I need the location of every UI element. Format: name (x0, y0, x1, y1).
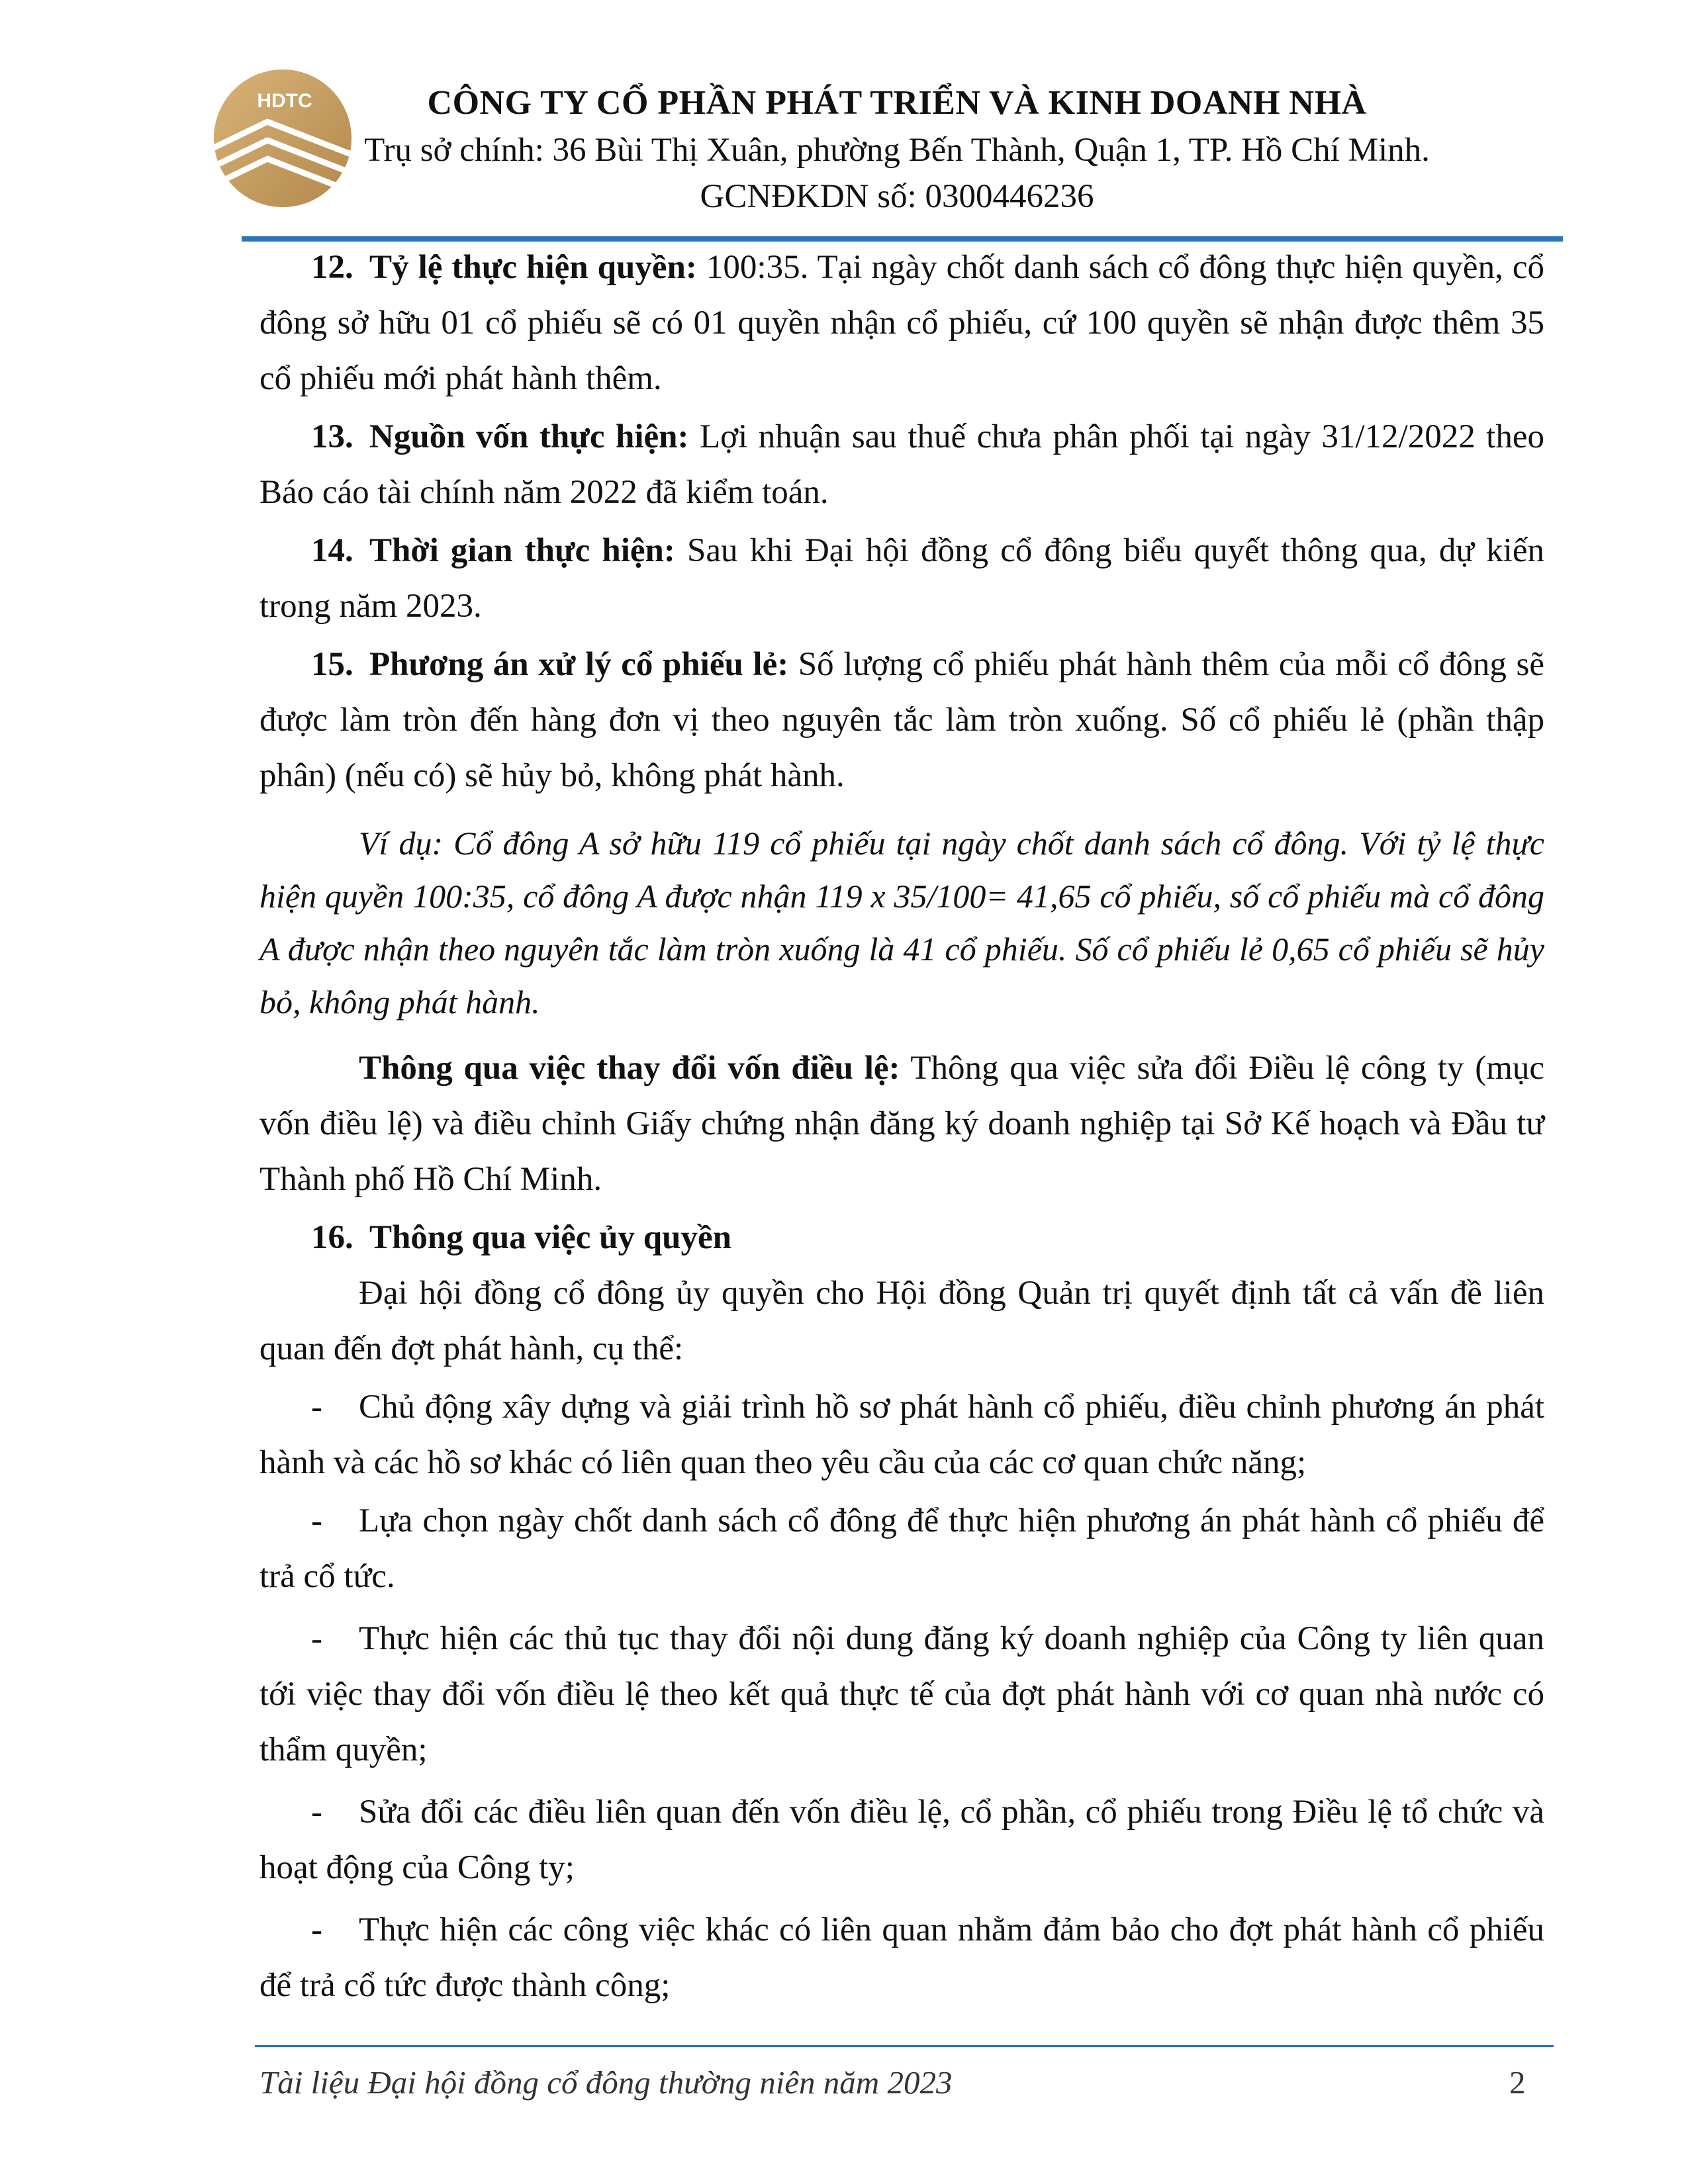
bullet-item (259, 1493, 1544, 1604)
item-lead: Nguồn vốn thực hiện: (369, 418, 689, 455)
logo-text: HDTC (257, 90, 312, 112)
bullet-dash: - (311, 1502, 322, 1539)
section-16-intro: Đại hội đồng cổ đông ủy quyền cho Hội đồng Quản trị quyết định tất cả vấn đề liên quan đến đợt phát hành, cụ thể: (259, 1275, 1544, 1367)
bullet-text: Chủ động xây dựng và giải trình hồ sơ phát hành cổ phiếu, điều chỉnh phương án phát hành và các hồ sơ khác có liên quan theo yêu cầu của các cơ quan chức năng; (259, 1388, 1544, 1481)
bullet-dash: - (311, 1911, 322, 1948)
section-16-heading (259, 1210, 1544, 1265)
bullet-dash: - (311, 1620, 322, 1657)
bullet-item (259, 1379, 1544, 1490)
bullet-text: Thực hiện các công việc khác có liên quan nhằm đảm bảo cho đợt phát hành cổ phiếu để trả cổ tức được thành công; (259, 1911, 1544, 2004)
item-text: Số lượng cổ phiếu phát hành thêm của mỗi cổ đông sẽ được làm tròn đến hàng đơn vị theo nguyên tắc làm tròn xuống. Số cổ phiếu lẻ (phần thập phân) (nếu có) sẽ hủy bỏ, không phát hành. (259, 646, 1545, 794)
document-body (259, 240, 1544, 2013)
bullet-text: Lựa chọn ngày chốt danh sách cổ đông để thực hiện phương án phát hành cổ phiếu để trả cổ tức. (259, 1502, 1544, 1595)
item-text: 100:35. Tại ngày chốt danh sách cổ đông thực hiện quyền, cổ đông sở hữu 01 cổ phiếu sẽ có 01 quyền nhận cổ phiếu, cứ 100 quyền sẽ nhận được thêm 35 cổ phiếu mới phát hành thêm. (259, 249, 1544, 397)
page-number: 2 (1509, 2064, 1526, 2101)
bullet-item (259, 1784, 1544, 1895)
item-15 (259, 637, 1544, 803)
charter-lead: Thông qua việc thay đổi vốn điều lệ: (359, 1050, 900, 1087)
item-number: 13. (311, 418, 353, 455)
bullet-text: Thực hiện các thủ tục thay đổi nội dung đăng ký doanh nghiệp của Công ty liên quan tới việc thay đổi vốn điều lệ theo kết quả thực tế của đợt phát hành với cơ quan nhà nước có thẩm quyền; (259, 1620, 1544, 1768)
bullet-dash: - (311, 1388, 322, 1426)
item-14 (259, 523, 1544, 634)
bullet-item (259, 1902, 1544, 2013)
bullet-dash: - (311, 1794, 322, 1831)
example-paragraph: Ví dụ: Cổ đông A sở hữu 119 cổ phiếu tại ngày chốt danh sách cổ đông. Với tỷ lệ thực hiện quyền 100:35, cổ đông A được nhận 119 x 35/100= 41,65 cổ phiếu, số cổ phiếu mà cổ đông A được nhận theo nguyên tắc làm tròn xuống là 41 cổ phiếu. Số cổ phiếu lẻ 0,65 cổ phiếu sẽ hủy bỏ, không phát hành. (259, 825, 1544, 1021)
item-number: 14. (311, 532, 353, 569)
footer-divider (255, 2045, 1554, 2047)
charter-change-paragraph (259, 1040, 1544, 1207)
item-number: 15. (311, 646, 353, 683)
company-address: Trụ sở chính: 36 Bùi Thị Xuân, phường Bến Thành, Quận 1, TP. Hồ Chí Minh. (364, 132, 1430, 169)
section-number: 16. (311, 1219, 353, 1256)
charter-text: Thông qua việc sửa đổi Điều lệ công ty (mục vốn điều lệ) và điều chỉnh Giấy chứng nhận đăng ký doanh nghiệp tại Sở Kế hoạch và Đầu tư Thành phố Hồ Chí Minh. (259, 1050, 1545, 1198)
business-registration: GCNĐKDN số: 0300446236 (700, 178, 1094, 215)
item-lead: Tỷ lệ thực hiện quyền: (369, 249, 697, 286)
item-lead: Thời gian thực hiện: (369, 532, 675, 569)
item-text: Sau khi Đại hội đồng cổ đông biểu quyết thông qua, dự kiến trong năm 2023. (259, 532, 1544, 625)
item-lead: Phương án xử lý cổ phiếu lẻ: (369, 646, 789, 683)
item-12 (259, 240, 1544, 406)
section-title: Thông qua việc ủy quyền (369, 1219, 732, 1256)
item-number: 12. (311, 249, 353, 286)
footer-document-title: Tài liệu Đại hội đồng cổ đông thường niên năm 2023 (259, 2064, 953, 2101)
company-name: CÔNG TY CỔ PHẦN PHÁT TRIỂN VÀ KINH DOANH NHÀ (427, 84, 1367, 122)
bullet-item (259, 1611, 1544, 1778)
item-text: Lợi nhuận sau thuế chưa phân phối tại ngày 31/12/2022 theo Báo cáo tài chính năm 2022 đã kiểm toán. (259, 418, 1544, 511)
bullet-text: Sửa đổi các điều liên quan đến vốn điều lệ, cổ phần, cổ phiếu trong Điều lệ tổ chức và hoạt động của Công ty; (259, 1794, 1544, 1886)
item-13 (259, 409, 1544, 520)
